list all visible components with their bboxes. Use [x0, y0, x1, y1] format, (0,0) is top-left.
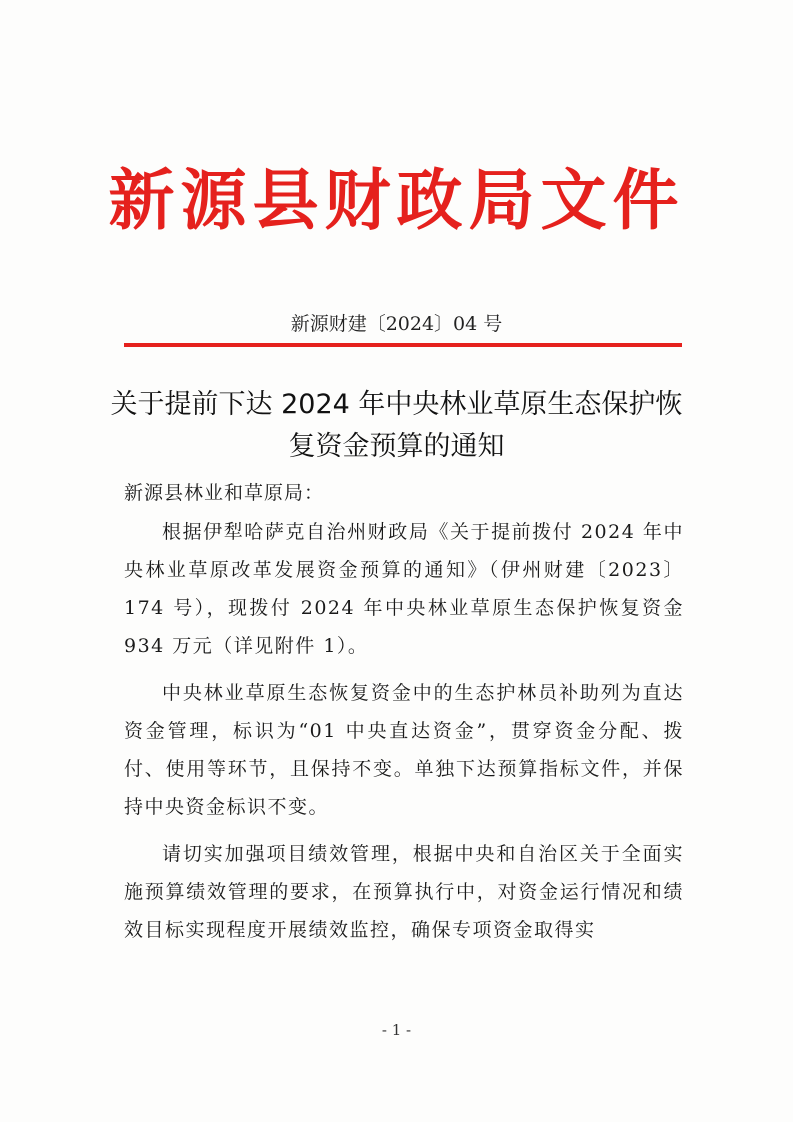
document-number: 新源财建〔2024〕04 号: [290, 313, 503, 335]
page-number: - 1 -: [381, 1021, 412, 1039]
paragraph-1: 根据伊犁哈萨克自治州财政局《关于提前拨付 2024 年中央林业草原改革发展资金预算的通知》（伊州财建〔2023〕174 号），现拨付 2024 年中央林业草原生态保护恢复资金 934 万元（详见附件 1）。: [124, 521, 684, 657]
red-divider-line: [124, 343, 682, 347]
title-line-1: 关于提前下达 2024 年中央林业草原生态保护恢: [110, 389, 683, 420]
paragraph-2: 中央林业草原生态恢复资金中的生态护林员补助列为直达资金管理，标识为“01 中央直达资金”，贯穿资金分配、拨付、使用等环节，且保持不变。单独下达预算指标文件，并保持中央资金标识不变。: [124, 682, 684, 818]
title-line-2: 复资金预算的通知: [288, 431, 505, 462]
paragraph-3: 请切实加强项目绩效管理，根据中央和自治区关于全面实施预算绩效管理的要求，在预算执行中，对资金运行情况和绩效目标实现程度开展绩效监控，确保专项资金取得实: [124, 843, 684, 941]
masthead-title: 新源县财政局文件: [108, 161, 685, 239]
document-title: [110, 384, 683, 468]
body-text: [124, 513, 684, 958]
addressee: 新源县林业和草原局：: [124, 482, 325, 504]
